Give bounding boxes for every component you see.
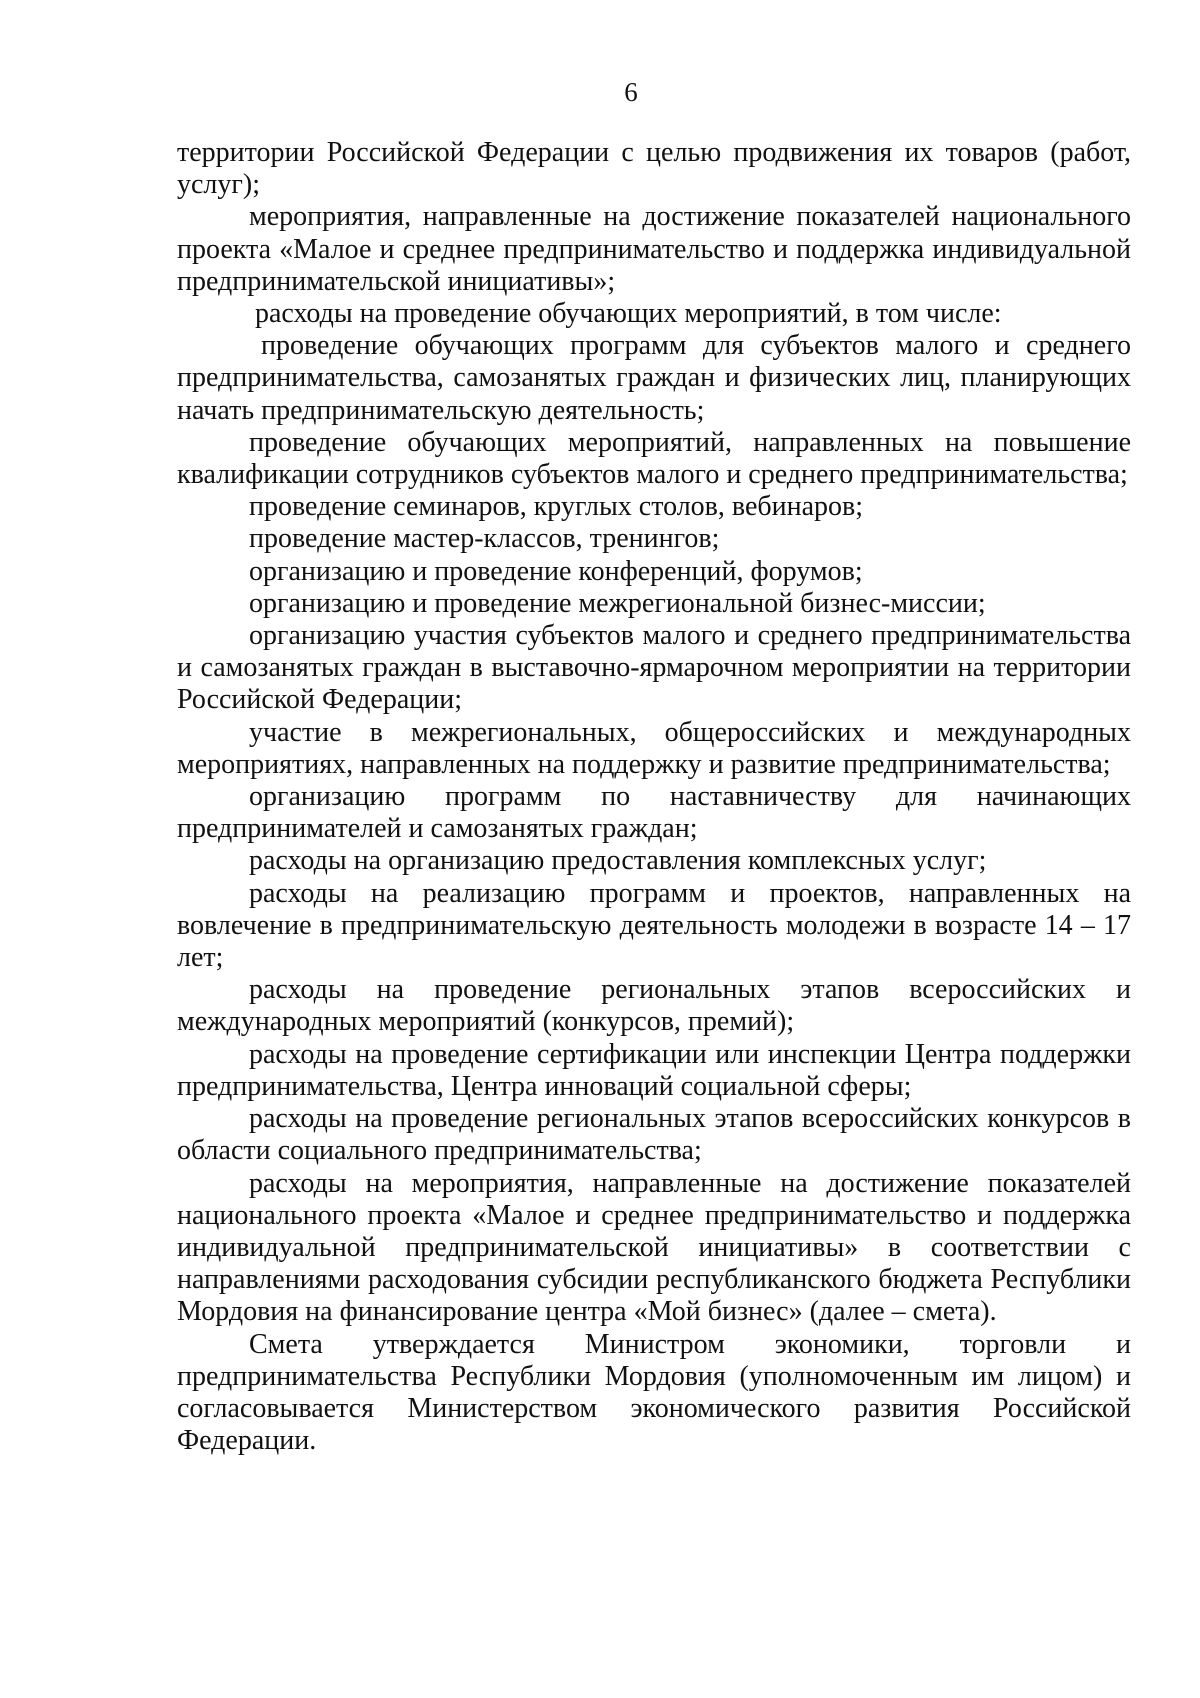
paragraph: проведение обучающих программ для субъектов малого и среднего предпринимательства, самозанятых граждан и физических лиц, планирующих начать предпринимательскую деятельность;: [177, 330, 1131, 426]
paragraph: расходы на проведение обучающих мероприятий, в том числе:: [255, 298, 1002, 330]
paragraph: расходы на организацию предоставления комплексных услуг;: [249, 845, 987, 877]
paragraph: Смета утверждается Министром экономики, торговли и предпринимательства Республики Мордовия (уполномоченным им лицом) и согласовывается Министерством экономического развития Российской Федерации.: [177, 1328, 1131, 1457]
paragraph: организацию и проведение конференций, форумов;: [249, 555, 863, 587]
paragraph: расходы на проведение региональных этапов всероссийских и международных мероприятий (конкурсов, премий);: [177, 974, 1131, 1038]
paragraph: мероприятия, направленные на достижение показателей национального проекта «Малое и среднее предпринимательство и поддержка индивидуальной предпринимательской инициативы»;: [177, 201, 1131, 297]
paragraph: проведение мастер-классов, тренингов;: [249, 523, 720, 555]
paragraph: проведение семинаров, круглых столов, вебинаров;: [249, 491, 864, 523]
paragraph: расходы на реализацию программ и проектов, направленных на вовлечение в предпринимательскую деятельность молодежи в возрасте 14 – 17 лет;: [177, 877, 1131, 974]
paragraph: расходы на мероприятия, направленные на достижение показателей национального проекта «Малое и среднее предпринимательство и поддержка индивидуальной предпринимательской инициативы» в соответствии с направлениями расходования субсидии республиканского бюджета Республики Мордовия на финансирование центра «Мой бизнес» (далее – смета).: [177, 1167, 1131, 1328]
paragraph: расходы на проведение сертификации или инспекции Центра поддержки предпринимательства, Центра инноваций социальной сферы;: [177, 1038, 1131, 1102]
page-number: 6: [624, 77, 638, 107]
paragraph: организацию участия субъектов малого и среднего предпринимательства и самозанятых граждан в выставочно-ярмарочном мероприятии на территории Российской Федерации;: [177, 620, 1131, 716]
paragraph: организацию и проведение межрегиональной бизнес-миссии;: [249, 587, 986, 619]
paragraph: участие в межрегиональных, общероссийских и международных мероприятиях, направленных на поддержку и развитие предпринимательства;: [177, 716, 1131, 780]
paragraph: проведение обучающих мероприятий, направленных на повышение квалификации сотрудников субъектов малого и среднего предпринимательства;: [177, 426, 1131, 491]
paragraph: территории Российской Федерации с целью продвижения их товаров (работ, услуг);: [177, 137, 1131, 201]
paragraph: организацию программ по наставничеству для начинающих предпринимателей и самозанятых граждан;: [177, 781, 1131, 845]
document-body: [177, 137, 1131, 1457]
paragraph: расходы на проведение региональных этапов всероссийских конкурсов в области социального предпринимательства;: [177, 1103, 1131, 1167]
